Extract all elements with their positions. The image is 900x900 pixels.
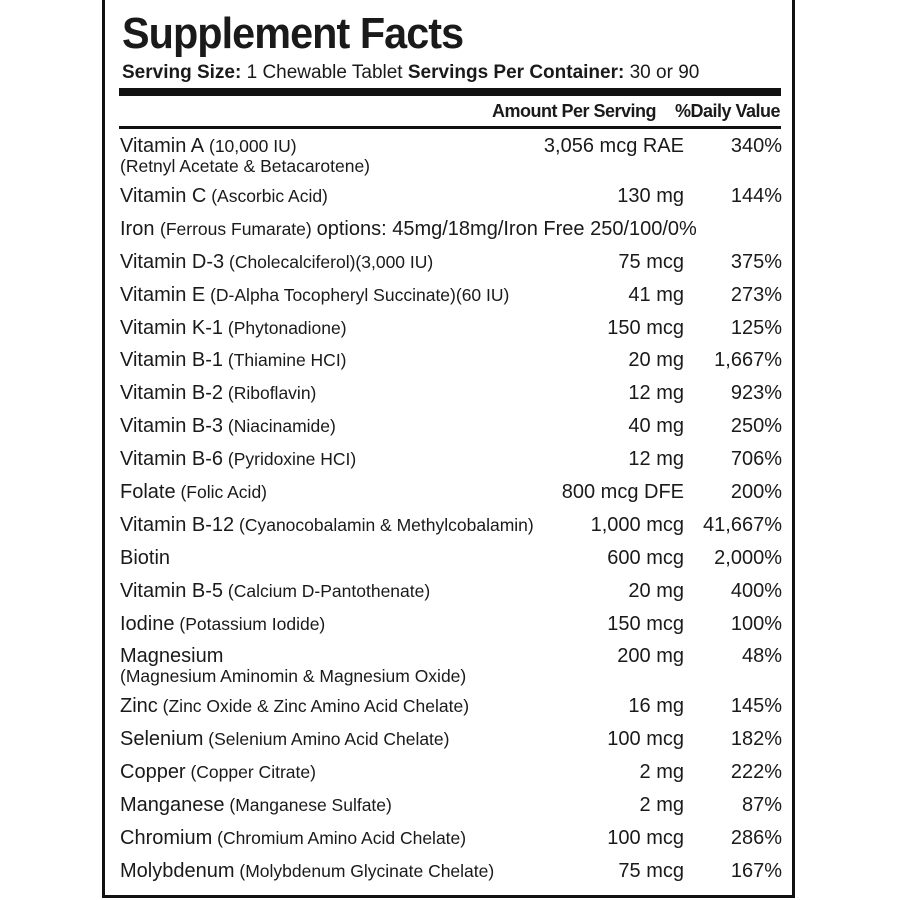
nutrient-name: Vitamin B-5 (120, 579, 224, 602)
nutrient-amount: 100 mcg (607, 827, 684, 850)
nutrient-amount: 75 mcg (618, 250, 684, 273)
nutrient-amount: 150 mcg (607, 612, 684, 635)
nutrient-daily-value: 48% (741, 645, 782, 668)
nutrient-line (120, 544, 170, 572)
table-row (120, 642, 782, 692)
nutrient-name: Vitamin B-12 (120, 513, 235, 536)
table-row (120, 511, 782, 544)
nutrient-amount: 600 mcg (607, 546, 684, 569)
table-row (120, 248, 782, 281)
nutrient-detail: (Chromium Amino Acid Chelate) (212, 828, 467, 849)
nutrient-detail: (Selenium Amino Acid Chelate) (203, 729, 450, 750)
nutrient-amount: 150 mcg (607, 316, 684, 339)
table-row (120, 182, 782, 215)
nutrient-name: Vitamin B-1 (120, 349, 224, 372)
nutrient-amount: 1,000 mcg (590, 513, 684, 536)
nutrient-name: Copper (120, 761, 186, 784)
nutrient-detail: (Folic Acid) (175, 482, 267, 503)
nutrient-name: Molybdenum (120, 859, 235, 882)
table-row (120, 379, 782, 412)
nutrient-name: Zinc (120, 695, 158, 718)
serving-info (122, 61, 699, 85)
nutrient-amount: 12 mg (628, 382, 684, 405)
nutrient-line (120, 577, 430, 605)
page-title: Supplement Facts (122, 9, 464, 58)
table-row (120, 758, 782, 791)
table-row (120, 544, 782, 577)
nutrient-amount: 200 mg (617, 645, 684, 668)
nutrient-amount: 2 mg (639, 761, 684, 784)
nutrient-amount: 130 mg (617, 185, 684, 207)
table-row (120, 577, 782, 610)
nutrient-line (120, 758, 316, 786)
table-row (120, 692, 782, 725)
nutrient-line (120, 281, 509, 309)
nutrient-line (120, 314, 347, 342)
table-row (120, 445, 782, 478)
nutrient-daily-value: 706% (730, 448, 782, 471)
table-row (120, 346, 782, 379)
nutrient-daily-value: 125% (730, 316, 782, 339)
nutrient-amount: 40 mg (628, 415, 684, 438)
nutrient-amount: 3,056 mcg RAE (543, 135, 684, 157)
nutrient-name: Vitamin C (120, 185, 207, 207)
servings-per-container-value: 30 or 90 (629, 62, 700, 83)
nutrient-line (120, 791, 392, 819)
nutrient-source: (Magnesium Aminomin & Magnesium Oxide) (120, 666, 467, 687)
table-row (120, 610, 782, 643)
thin-divider (119, 126, 781, 129)
nutrient-daily-value: 41,667% (703, 513, 782, 536)
table-row (120, 132, 782, 182)
nutrient-detail: (D-Alpha Tocopheryl Succinate)(60 IU) (205, 284, 510, 305)
nutrient-detail: (Zinc Oxide & Zinc Amino Acid Chelate) (157, 696, 470, 717)
nutrient-name: Vitamin B-6 (120, 448, 224, 471)
nutrient-detail: (Cyanocobalamin & Methylcobalamin) (234, 514, 534, 535)
nutrient-daily-value: 1,667% (714, 349, 782, 372)
serving-size-value: 1 Chewable Tablet (246, 62, 403, 83)
nutrient-daily-value: 222% (730, 761, 782, 784)
nutrient-detail: (Potassium Iodide) (174, 613, 326, 634)
nutrient-name: Vitamin D-3 (120, 250, 225, 273)
nutrient-daily-value: 250% (730, 415, 782, 438)
nutrient-name: Manganese (120, 794, 225, 817)
nutrient-daily-value: 375% (730, 250, 782, 273)
table-row (120, 314, 782, 347)
table-row (120, 215, 782, 248)
nutrient-daily-value: 87% (741, 794, 782, 817)
nutrient-detail: (Niacinamide) (223, 416, 336, 437)
table-row (120, 824, 782, 857)
nutrient-detail: (Calcium D-Pantothenate) (223, 580, 431, 601)
nutrient-name: Vitamin E (120, 283, 206, 306)
nutrient-daily-value: 923% (730, 382, 782, 405)
table-row (120, 478, 782, 511)
nutrient-line (120, 511, 534, 539)
nutrient-name: Vitamin B-3 (120, 415, 224, 438)
thick-divider (119, 88, 781, 96)
nutrient-daily-value: 200% (730, 481, 782, 504)
nutrient-detail: (10,000 IU) (204, 136, 297, 156)
nutrient-detail: (Molybdenum Glycinate Chelate) (234, 860, 495, 881)
nutrient-line (120, 824, 466, 852)
nutrient-name: Selenium (120, 728, 204, 751)
nutrient-daily-value: 250/100/0% (590, 217, 697, 240)
nutrient-line (120, 412, 336, 440)
nutrient-name: Iodine (120, 612, 175, 635)
table-row (120, 412, 782, 445)
nutrient-daily-value: 144% (730, 185, 782, 207)
nutrient-name: Magnesium (120, 645, 224, 668)
nutrient-amount: 800 mcg DFE (561, 481, 684, 504)
nutrient-amount: 20 mg (628, 579, 684, 602)
nutrient-line (120, 857, 494, 885)
nutrient-line (120, 215, 697, 243)
nutrient-amount: 16 mg (628, 695, 684, 718)
table-row (120, 857, 782, 890)
nutrient-line (120, 379, 316, 407)
nutrient-daily-value: 340% (730, 135, 782, 157)
nutrient-detail: (Manganese Sulfate) (224, 795, 392, 816)
nutrient-detail: (Riboflavin) (223, 383, 317, 404)
table-row (120, 281, 782, 314)
nutrient-detail: (Copper Citrate) (185, 762, 316, 783)
servings-per-container-label: Servings Per Container: (407, 62, 625, 83)
nutrient-daily-value: 286% (730, 827, 782, 850)
nutrient-name: Folate (120, 481, 176, 504)
nutrient-line (120, 725, 449, 753)
nutrient-amount: 20 mg (628, 349, 684, 372)
nutrient-detail: (Ferrous Fumarate) (160, 218, 317, 239)
nutrient-daily-value: 100% (730, 612, 782, 635)
nutrient-amount: 41 mg (628, 283, 684, 306)
nutrient-line (120, 692, 469, 720)
nutrient-name: Vitamin B-2 (120, 382, 224, 405)
nutrient-daily-value: 145% (730, 695, 782, 718)
nutrient-daily-value: 167% (730, 859, 782, 882)
nutrient-name: Vitamin A (120, 135, 205, 157)
nutrient-detail: (Cholecalciferol)(3,000 IU) (224, 251, 434, 272)
nutrient-detail: (Phytonadione) (223, 317, 347, 338)
nutrient-amount: 2 mg (639, 794, 684, 817)
nutrient-daily-value: 2,000% (714, 546, 782, 569)
table-row (120, 791, 782, 824)
nutrient-name: Chromium (120, 827, 213, 850)
nutrient-daily-value: 273% (730, 283, 782, 306)
nutrient-amount: 100 mcg (607, 728, 684, 751)
nutrient-detail: (Thiamine HCI) (223, 350, 347, 371)
nutrient-daily-value: 182% (730, 728, 782, 751)
nutrient-line (120, 445, 356, 473)
nutrient-amount: 75 mcg (618, 859, 684, 882)
serving-size-label: Serving Size: (122, 62, 242, 83)
nutrient-detail: (Pyridoxine HCI) (223, 449, 357, 470)
column-header-daily-value: %Daily Value (674, 101, 780, 121)
nutrient-line (120, 346, 347, 374)
nutrient-amount: options: 45mg/18mg/Iron Free (316, 217, 591, 240)
column-header-amount: Amount Per Serving (491, 101, 656, 121)
nutrient-source: (Retnyl Acetate & Betacarotene) (120, 156, 370, 176)
nutrient-name: Vitamin K-1 (120, 316, 224, 339)
nutrient-line (120, 182, 328, 210)
nutrient-line (120, 478, 267, 506)
nutrient-name: Biotin (120, 546, 171, 569)
nutrient-name: Iron (120, 217, 161, 240)
table-row (120, 725, 782, 758)
nutrient-table (120, 132, 782, 890)
nutrient-line (120, 610, 325, 638)
nutrient-amount: 12 mg (628, 448, 684, 471)
nutrient-line (120, 248, 433, 276)
nutrient-daily-value: 400% (730, 579, 782, 602)
nutrient-detail: (Ascorbic Acid) (206, 186, 328, 206)
